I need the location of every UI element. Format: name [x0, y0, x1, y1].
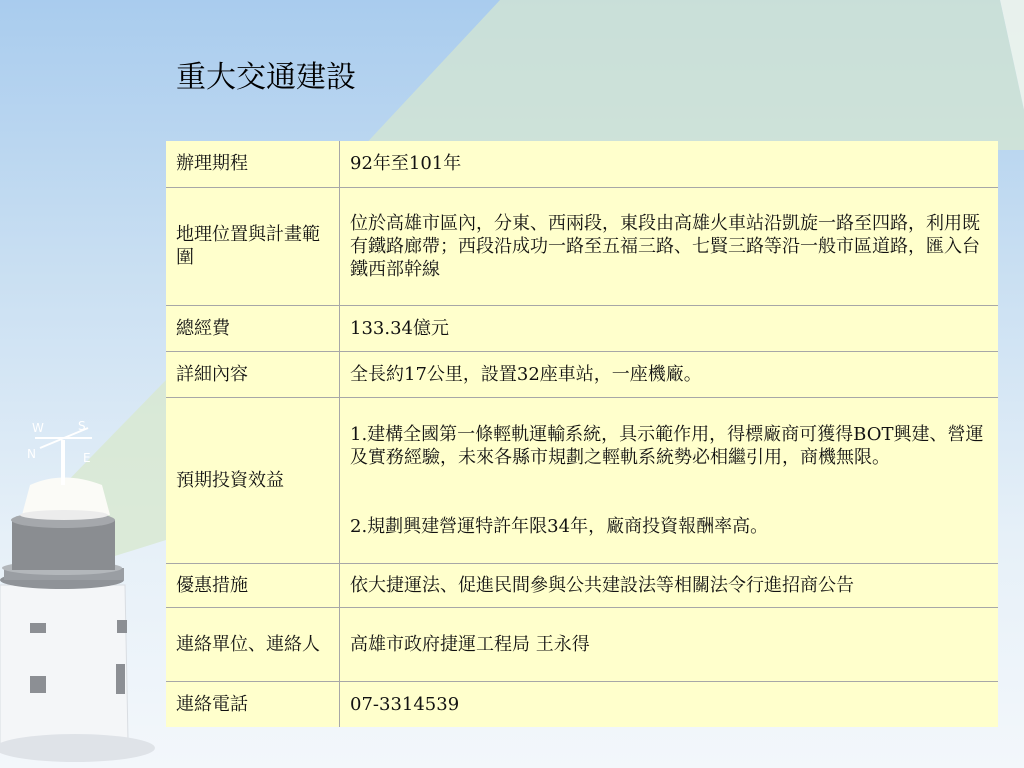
row-value: 全長約17公里，設置32座車站，一座機廠。: [340, 351, 999, 397]
row-label: 連絡單位、連絡人: [166, 607, 340, 681]
row-label: 辦理期程: [166, 141, 340, 187]
benefit-item: 2.規劃興建營運特許年限34年，廠商投資報酬率高。: [350, 515, 769, 537]
compass-east-label: E: [83, 451, 91, 465]
benefit-item: 1.建構全國第一條輕軌運輸系統，具示範作用，得標廠商可獲得BOT興建、營運及實務經驗，未來各縣市規劃之輕軌系統勢必相繼引用，商機無限。: [350, 423, 984, 468]
row-value: 133.34億元: [340, 305, 999, 351]
table-row-schedule: [166, 141, 998, 187]
table-row-benefits: [166, 397, 998, 563]
row-label: 優惠措施: [166, 563, 340, 607]
table-row-budget: [166, 305, 998, 351]
row-value: 依大捷運法、促進民間參與公共建設法等相關法令行進招商公告: [340, 563, 999, 607]
compass-west-label: W: [32, 421, 44, 435]
project-info-table: [166, 141, 998, 727]
table-row-contact: [166, 607, 998, 681]
row-value: [340, 397, 999, 563]
row-label: 連絡電話: [166, 681, 340, 727]
row-value: 高雄市政府捷運工程局 王永得: [340, 607, 999, 681]
compass-south-label: S: [78, 419, 86, 433]
row-label: 預期投資效益: [166, 397, 340, 563]
table-row-phone: [166, 681, 998, 727]
row-label: 詳細內容: [166, 351, 340, 397]
row-value: 07-3314539: [340, 681, 999, 727]
table-row-details: [166, 351, 998, 397]
table-row-location: [166, 187, 998, 305]
slide-title: 重大交通建設: [176, 60, 356, 95]
table-row-incentives: [166, 563, 998, 607]
row-label: 總經費: [166, 305, 340, 351]
row-value: 位於高雄市區內，分東、西兩段，東段由高雄火車站沿凱旋一路至四路，利用既有鐵路廊帶；西段沿成功一路至五福三路、七賢三路等沿一般市區道路，匯入台鐵西部幹線: [340, 187, 999, 305]
row-label: 地理位置與計畫範圍: [166, 187, 340, 305]
row-value: 92年至101年: [340, 141, 999, 187]
benefit-spacer: [350, 469, 988, 515]
compass-north-label: N: [27, 447, 36, 461]
light-beam-right: [360, 0, 1024, 150]
